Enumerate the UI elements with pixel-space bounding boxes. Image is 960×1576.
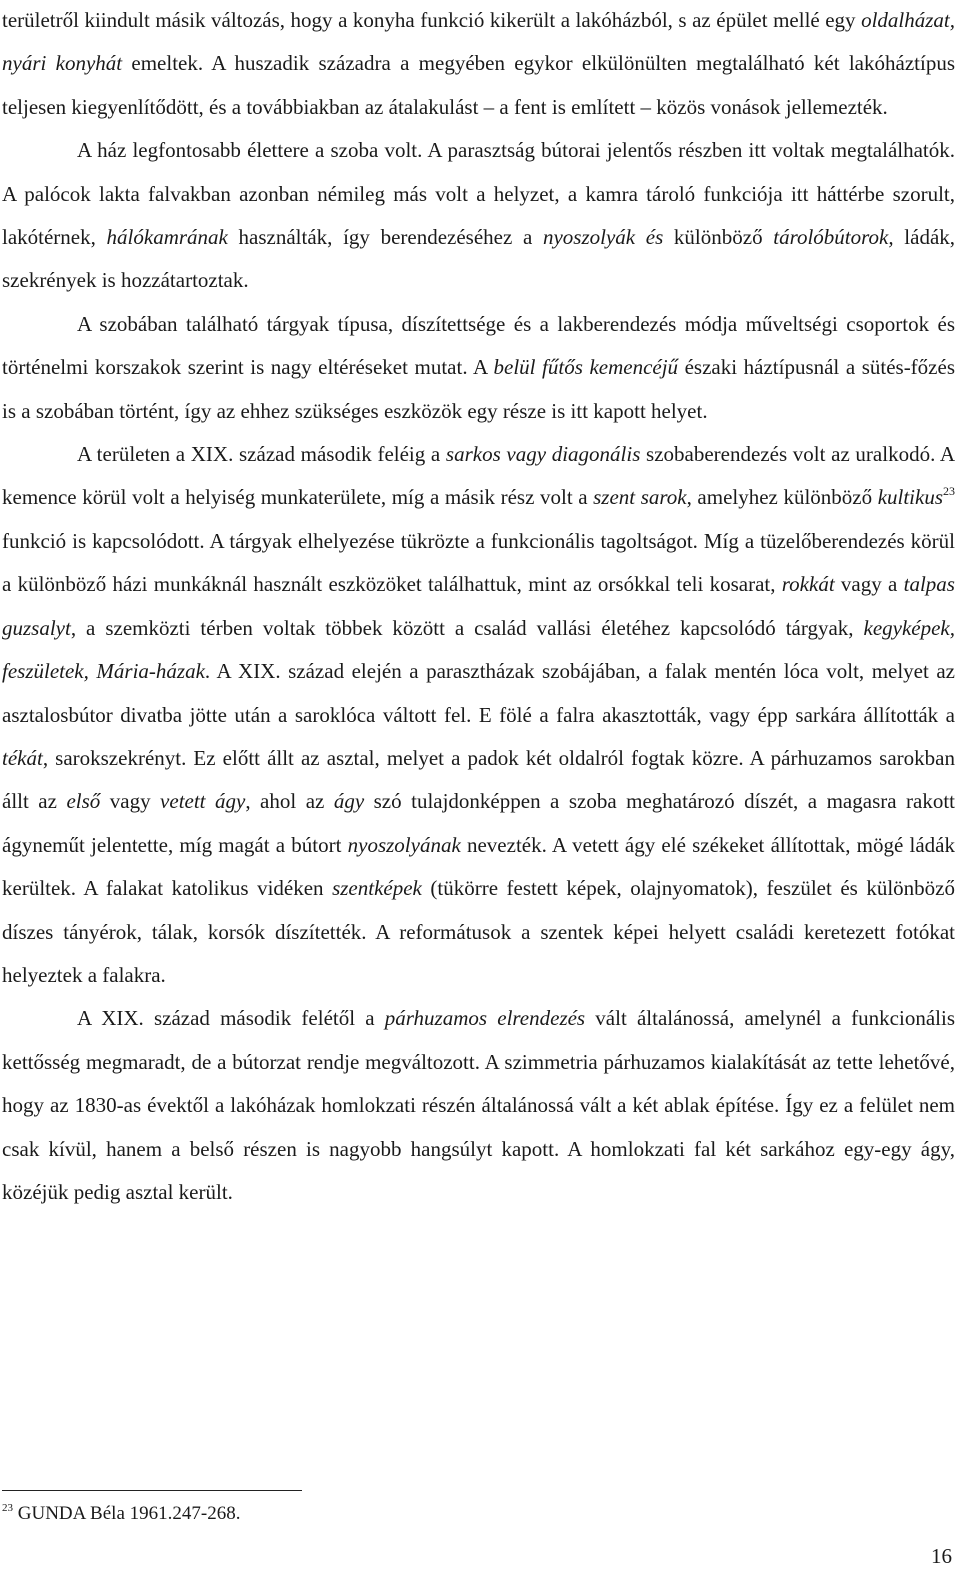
italic-term: szentképek <box>332 876 422 901</box>
text-run: területről kiindult másik változás, hogy a konyha funkció kikerült a lakóházból, s az épület mellé egy <box>2 8 862 32</box>
italic-term: sarkos vagy diagonális <box>445 442 641 467</box>
paragraph <box>2 303 955 433</box>
text-run: , sarokszekrényt. Ez előtt állt az asztal, melyet a padok két oldalról fogtak közre. A párhuzamos sarokban állt az <box>2 745 955 814</box>
italic-term: kegyképek, feszületek, Mária-házak <box>2 615 955 684</box>
text-run: vagy <box>100 789 161 814</box>
footnote-number: 23 <box>2 1502 13 1514</box>
text-run: északi háztípusnál a sütés-főzés is a szobában történt, így az ehhez szükséges eszközök egy része is itt kapott helyet. <box>2 355 955 423</box>
italic-term: kultikus <box>877 485 944 510</box>
text-run: használták, így berendezéséhez a <box>227 225 543 250</box>
paragraph <box>2 997 955 1214</box>
paragraph <box>2 129 955 303</box>
paragraph <box>2 0 955 129</box>
italic-term: tárolóbútorok, <box>773 225 894 250</box>
italic-term: ágy <box>333 789 365 814</box>
text-run: szobaberendezés volt az uralkodó. A kemence körül volt a helyiség munkaterülete, míg a másik rész volt a <box>2 442 955 510</box>
page-number: 16 <box>931 1544 952 1568</box>
text-run: (tükörre festett képek, olajnyomatok), feszület és különböző díszes tányérok, tálak, korsók díszítették. A reformátusok a szentek képei helyett családi keretezett fotókat helyeztek a falakra. <box>2 876 955 987</box>
text-run: vált általánossá, amelynél a funkcionális kettősség megmaradt, de a bútorzat rendje megváltozott. A szimmetria párhuzamos kialakítását az tette lehetővé, hogy az 1830-as évektől a lakóházak homlokzati részén általánossá vált a két ablak építése. Így ez a felület nem csak kívül, hanem a belső részen is nagyobb hangsúlyt kapott. A homlokzati fal két sarkához egy-egy ágy, közéjük pedig asztal került. <box>2 1006 955 1204</box>
italic-term: első <box>66 789 101 814</box>
italic-term: nyoszolyák és <box>542 225 664 250</box>
italic-term: rokkát <box>781 572 835 597</box>
text-run: A területen a XIX. század második feléig a <box>77 442 446 467</box>
text-run: szó tulajdonképpen a szoba meghatározó díszét, a magasra rakott ágyneműt jelentette, míg magát a bútort <box>2 789 956 857</box>
italic-term: tékát <box>2 745 43 770</box>
text-run: , ahol az <box>245 789 334 814</box>
footnote-separator <box>2 1490 302 1491</box>
footnote-reference: 23 <box>943 484 956 499</box>
text-run: , amelyhez különböző <box>686 485 878 510</box>
text-run: emeltek. A huszadik századra a megyében egykor elkülönülten megtalálható két lakóháztípus teljesen kiegyenlítődött, és a továbbiakban az átalakulást – a fent is említett – közös vonások jellemezték. <box>2 51 955 119</box>
text-run: vagy a <box>834 572 904 597</box>
text-run: A XIX. század második felétől a <box>77 1006 385 1031</box>
text-run: A ház legfontosabb élettere a szoba volt. A parasztság bútorai jelentős részben itt voltak megtalálhatók. A palócok lakta falvakban azonban némileg más volt a helyzet, a kamra tároló funkciója itt háttérbe szorult, lakótérnek, <box>2 138 955 250</box>
paragraph <box>2 433 955 997</box>
italic-term: nyoszolyának <box>347 832 461 857</box>
body-text <box>2 0 955 1214</box>
italic-term: belül fűtős kemencéjű <box>493 355 679 380</box>
text-run: . A XIX. század elején a parasztházak szobájában, a falak mentén lóca volt, melyet az asztalosbútor divatba jötte után a saroklóca váltott fel. E fölé a falra akasztották, vagy épp sarkára állították a <box>2 659 955 727</box>
text-run: A szobában található tárgyak típusa, díszítettsége és a lakberendezés módja műveltségi csoportok és történelmi korszakok szerint is nagy eltéréseket mutat. A <box>2 311 955 380</box>
text-run: különböző <box>663 225 774 250</box>
text-run: nevezték. A vetett ágy elé székeket állítottak, mögé ládák kerültek. A falakat katolikus vidéken <box>2 832 955 901</box>
italic-term: vetett ágy <box>160 789 246 814</box>
text-run: ládák, szekrények is hozzátartoztak. <box>2 225 956 293</box>
italic-term: szent sarok <box>593 485 687 510</box>
italic-term: oldalházat, nyári konyhát <box>2 8 955 76</box>
footnote <box>2 1500 240 1528</box>
italic-term: párhuzamos elrendezés <box>384 1006 586 1031</box>
text-run: funkció is kapcsolódott. A tárgyak elhelyezése tükrözte a funkcionális tagoltságot. Míg a tüzelőberendezés körül a különböző házi munkáknál használt eszközöket találhattuk, mint az orsókkal teli kosarat, <box>2 528 955 597</box>
footnote-text: GUNDA Béla 1961.247-268. <box>13 1503 241 1524</box>
text-run: , a szemközti térben voltak többek között a család vallási életéhez kapcsolódó tárgyak, <box>70 615 864 640</box>
italic-term: talpas guzsalyt <box>2 572 955 640</box>
italic-term: hálókamrának <box>106 225 228 250</box>
